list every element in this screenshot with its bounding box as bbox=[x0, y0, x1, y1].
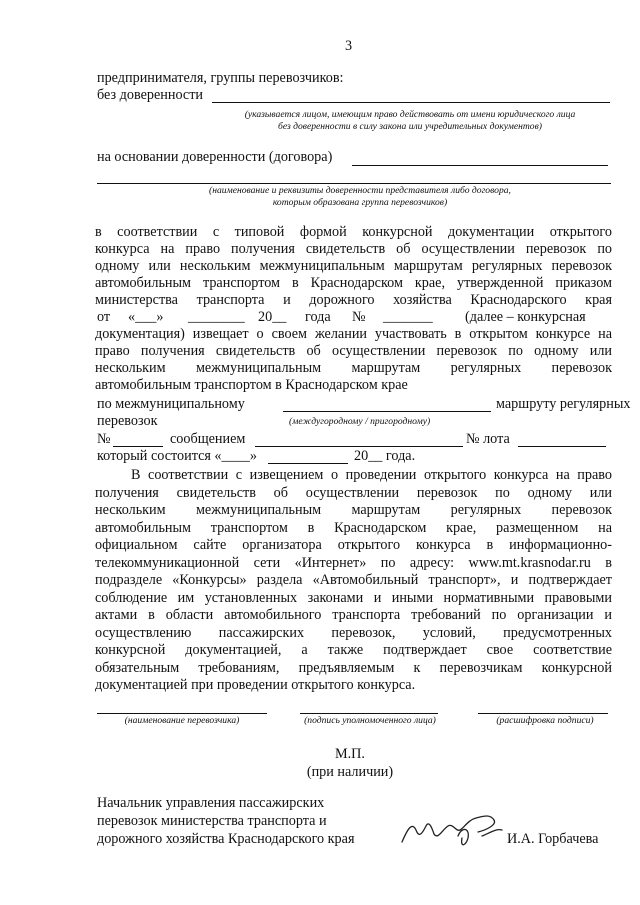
order-hereinafter: (далее – конкурсная bbox=[465, 309, 586, 325]
para2-line: нескольким межмуниципальным маршрутам регулярных перевозок bbox=[95, 502, 612, 518]
lot-label: № лота bbox=[466, 431, 510, 447]
proxy-field[interactable] bbox=[352, 165, 608, 166]
note-1-line-1: (указывается лицом, имеющим право действовать от имени юридического лица bbox=[244, 109, 576, 120]
carrier-name-field[interactable] bbox=[97, 713, 267, 714]
proxy-label: на основании доверенности (договора) bbox=[97, 149, 333, 165]
order-month-field[interactable]: ________ bbox=[188, 309, 245, 325]
footer-position-line-1: Начальник управления пассажирских bbox=[97, 795, 325, 811]
route-label: по межмуниципальному bbox=[97, 396, 245, 412]
without-proxy-field[interactable] bbox=[212, 102, 610, 103]
signature-decode-caption: (расшифровка подписи) bbox=[496, 715, 594, 726]
message-label: сообщением bbox=[170, 431, 246, 447]
para1-line: одному или нескольким межмуниципальным маршрутам регулярных перевозок bbox=[95, 258, 612, 274]
page-number: 3 bbox=[345, 38, 353, 54]
held-label: который состоится «____» bbox=[97, 448, 257, 464]
note-2-line-1: (наименование и реквизиты доверенности представителя либо договора, bbox=[209, 185, 511, 196]
route-type-field[interactable] bbox=[283, 411, 491, 412]
para2-line: телекоммуникационной сети «Интернет» по адресу: www.mt.krasnodar.ru в bbox=[95, 555, 612, 571]
footer-name: И.А. Горбачева bbox=[507, 831, 599, 847]
para2-line: подразделе «Конкурсы» раздела «Автомобильный транспорт», и подтверждает bbox=[95, 572, 612, 588]
proxy-field-continued[interactable] bbox=[97, 183, 611, 184]
note-2-line-2: которым образована группа перевозчиков) bbox=[272, 197, 448, 208]
para1-line: документация) извещает о своем желании участвовать в открытом конкурсе на bbox=[95, 326, 612, 342]
authorized-signature-field[interactable] bbox=[300, 713, 438, 714]
held-year: 20__ года. bbox=[354, 448, 416, 464]
para2-line: соблюдение им установленных законами и иными нормативными правовыми bbox=[95, 590, 612, 606]
route-suffix: маршруту регулярных bbox=[496, 396, 631, 412]
message-field[interactable] bbox=[255, 446, 463, 447]
footer-position-line-3: дорожного хозяйства Краснодарского края bbox=[97, 831, 355, 847]
para1-line: нескольким межмуниципальным маршрутам регулярных перевозок bbox=[95, 360, 612, 376]
held-month-field[interactable] bbox=[268, 463, 348, 464]
para2-line: обязательным требованиям, предъявляемым к перевозчикам конкурсной bbox=[95, 660, 612, 676]
transport-label: перевозок bbox=[97, 413, 158, 429]
handwritten-signature-icon bbox=[398, 808, 508, 852]
para2-line: автомобильным транспортом в Краснодарском крае, размещенном на bbox=[95, 520, 612, 536]
order-number-sign: № bbox=[352, 309, 366, 325]
route-number-sign: № bbox=[97, 431, 111, 447]
para1-line: министерства транспорта и дорожного хозяйства Краснодарского края bbox=[95, 292, 612, 308]
para1-line: автомобильным транспортом в Краснодарском крае bbox=[95, 377, 408, 393]
without-proxy-label: без доверенности bbox=[97, 87, 203, 103]
seal-note: (при наличии) bbox=[306, 764, 394, 780]
route-number-field[interactable] bbox=[113, 446, 163, 447]
para2-line: актами в области автомобильного транспорта требований по организации и bbox=[95, 607, 612, 623]
para2-line: официальном сайте организатора открытого конкурса в информационно- bbox=[95, 537, 612, 553]
lot-field[interactable] bbox=[518, 446, 606, 447]
top-line-1: предпринимателя, группы перевозчиков: bbox=[97, 70, 344, 86]
note-1-line-2: без доверенности в силу закона или учредительных документов) bbox=[278, 121, 542, 132]
order-year-label: года bbox=[305, 309, 331, 325]
para1-line: в соответствии с типовой формой конкурсной документации открытого bbox=[95, 224, 612, 240]
order-number-field[interactable]: _______ bbox=[383, 309, 433, 325]
para2-line: осуществлению пассажирских перевозок, условий, предусмотренных bbox=[95, 625, 612, 641]
footer-position-line-2: перевозок министерства транспорта и bbox=[97, 813, 327, 829]
order-year-field[interactable]: 20__ bbox=[258, 309, 287, 325]
order-day-field[interactable]: «___» bbox=[128, 309, 164, 325]
para2-line: документацией при проведении открытого конкурса. bbox=[95, 677, 416, 693]
signature-decode-field[interactable] bbox=[478, 713, 608, 714]
para1-line: автомобильным транспортом в Краснодарском крае, утвержденной приказом bbox=[95, 275, 612, 291]
seal-label: М.П. bbox=[335, 746, 365, 762]
para2-line: В соответствии с извещением о проведении открытого конкурса на право bbox=[131, 467, 612, 483]
route-note: (междугородному / пригородному) bbox=[289, 416, 431, 427]
authorized-signature-caption: (подпись уполномоченного лица) bbox=[304, 715, 436, 726]
para1-line: конкурса на право получения свидетельств об осуществлении перевозок по bbox=[95, 241, 612, 257]
para1-line: право получения свидетельств об осуществлении перевозок по одному или bbox=[95, 343, 612, 359]
carrier-name-caption: (наименование перевозчика) bbox=[124, 715, 240, 726]
order-from-label: от bbox=[97, 309, 111, 325]
para2-line: конкурсной документацией, а также подтверждает свое соответствие bbox=[95, 642, 612, 658]
para2-line: получения свидетельств об осуществлении перевозок по одному или bbox=[95, 485, 612, 501]
